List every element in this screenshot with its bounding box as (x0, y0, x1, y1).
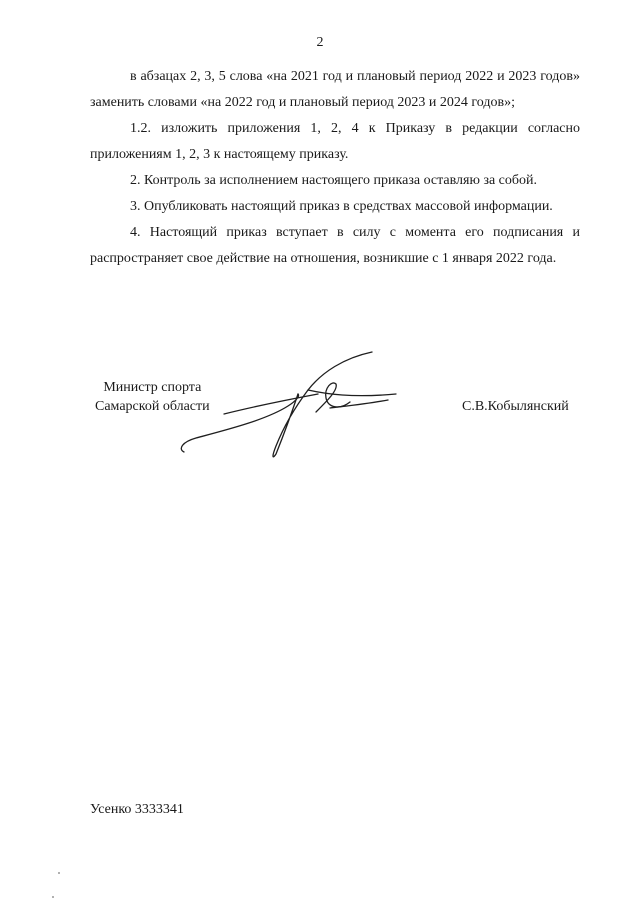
executor-contact: Усенко 3333341 (90, 802, 184, 817)
paragraph-effective-date: 4. Настоящий приказ вступает в силу с момента его подписания и распространяет свое действие на отношения, возникшие с 1 января 2022 года. (90, 225, 580, 266)
signer-position-line1: Министр спорта (103, 380, 202, 395)
paragraph-control: 2. Контроль за исполнением настоящего приказа оставляю за собой. (130, 173, 538, 188)
document-body (90, 64, 580, 272)
paragraph-appendices: 1.2. изложить приложения 1, 2, 4 к Приказу в редакции согласно приложениям 1, 2, 3 к настоящему приказу. (90, 121, 580, 162)
signer-position-line2: Самарской области (95, 399, 210, 414)
signer-name: С.В.Кобылянский (462, 399, 569, 414)
scan-speck (52, 896, 54, 898)
scan-speck (58, 872, 60, 874)
handwritten-signature (176, 350, 406, 462)
paragraph-publish: 3. Опубликовать настоящий приказ в средствах массовой информации. (130, 199, 553, 214)
page-number: 2 (316, 35, 324, 50)
paragraph-amendment-years: в абзацах 2, 3, 5 слова «на 2021 год и плановый период 2022 и 2023 годов» заменить словами «на 2022 год и плановый период 2023 и 2024 годов»; (90, 69, 580, 110)
